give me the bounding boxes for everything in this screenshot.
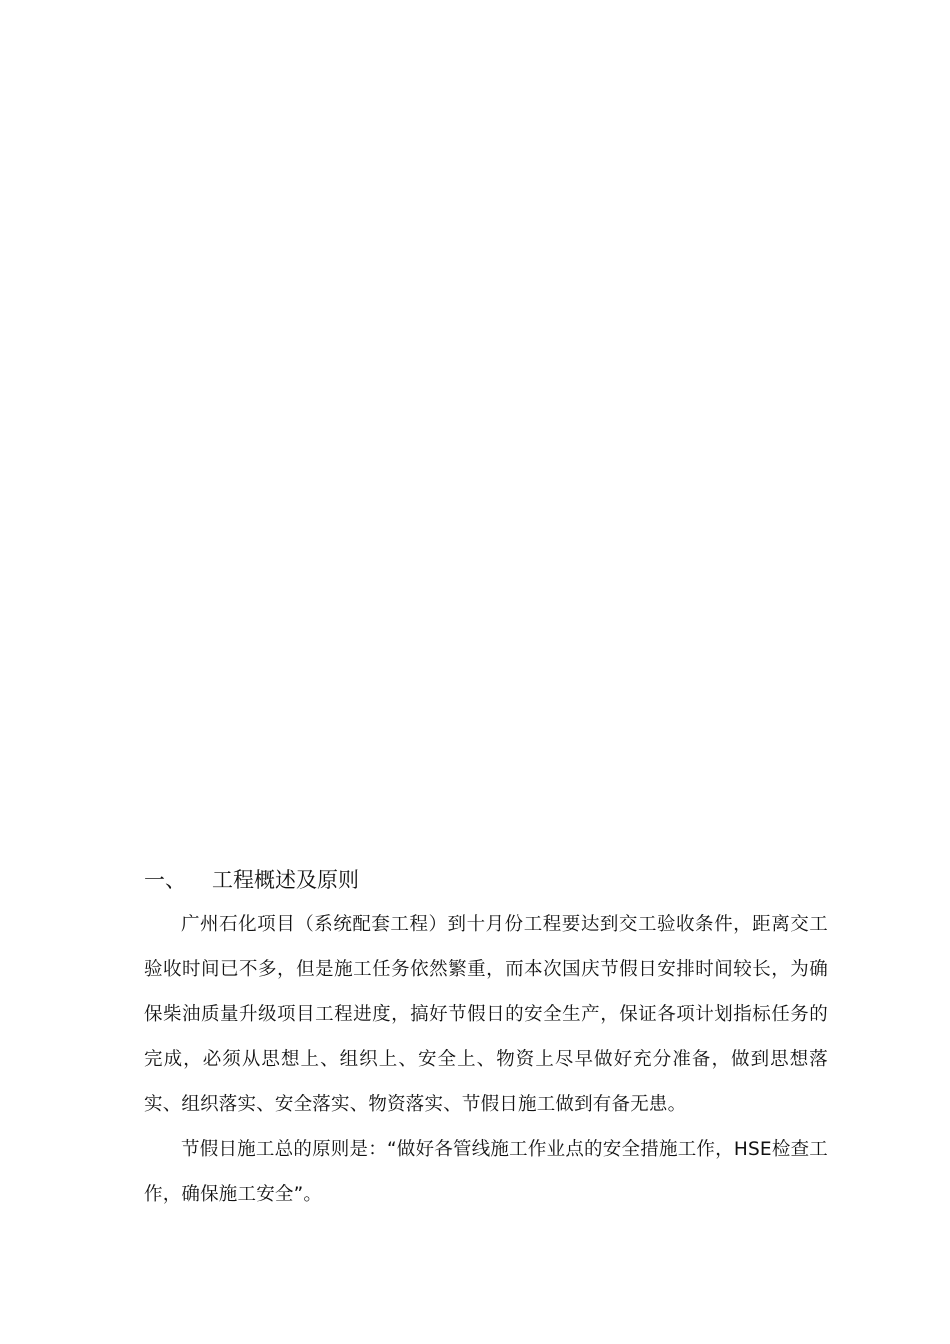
paragraph-overview: 广州石化项目（系统配套工程）到十月份工程要达到交工验收条件，距离交工验收时间已不多，但是施工任务依然繁重，而本次国庆节假日安排时间较长，为确保柴油质量升级项目工程进度，搞好节假日的安全生产，保证各项计划指标任务的完成，必须从思想上、组织上、安全上、物资上尽早做好充分准备，做到思想落实、组织落实、安全落实、物资落实、节假日施工做到有备无患。 <box>144 914 828 1115</box>
section-overview <box>144 862 828 1217</box>
section-heading <box>144 862 828 898</box>
section-title: 工程概述及原则 <box>212 868 359 892</box>
section-number: 一、 <box>144 868 186 892</box>
paragraph-principle: 节假日施工总的原则是：“做好各管线施工作业点的安全措施工作，HSE检查工作，确保施工安全”。 <box>144 1139 828 1205</box>
